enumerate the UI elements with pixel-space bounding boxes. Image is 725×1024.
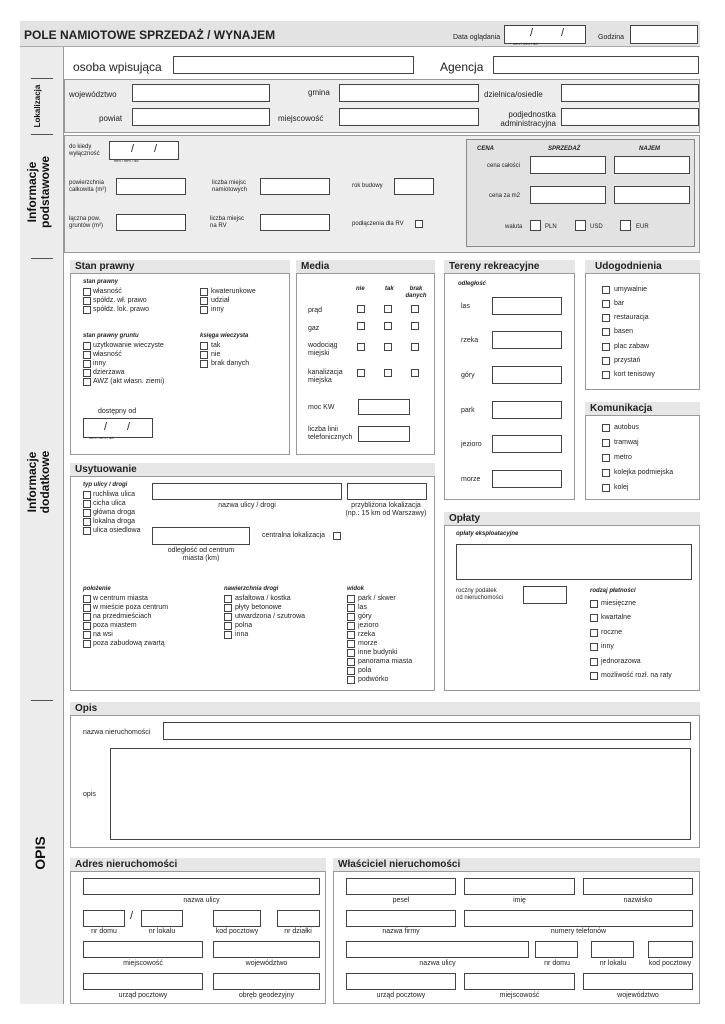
plat-checkbox[interactable] — [590, 614, 598, 622]
wl-miejscowosc-label: miejscowość — [499, 992, 540, 999]
wlasciciel-title: Właściciel nieruchomości — [333, 858, 700, 872]
nawierzchnia-label: nawierzchnia drogi — [224, 586, 279, 592]
kom-checkbox[interactable] — [602, 424, 610, 432]
wl-kod-label: kod pocztowy — [648, 960, 692, 967]
teren-label: jezioro — [461, 441, 482, 448]
stan-sub2: stan prawny gruntu — [83, 333, 139, 339]
powiat-field[interactable] — [132, 108, 270, 126]
roczny-label: roczny podatek od nieruchomości — [456, 588, 504, 601]
plat-item: kwartalne — [601, 614, 631, 621]
wl-nr-domu-label: nr domu — [544, 960, 570, 967]
plat-checkbox[interactable] — [590, 600, 598, 608]
oplaty-title: Opłaty — [444, 512, 700, 526]
naw-item: płyty betonowe — [235, 604, 282, 611]
eur-checkbox[interactable] — [620, 220, 631, 231]
udog-checkbox[interactable] — [602, 300, 610, 308]
wl-nr-lokalu-label: nr lokalu — [599, 960, 627, 967]
pol-checkbox[interactable] — [83, 613, 91, 621]
naw-item: polna — [235, 622, 253, 629]
naw-checkbox[interactable] — [224, 622, 232, 630]
udog-checkbox[interactable] — [602, 286, 610, 294]
spg-label: AWZ (akt własn. ziemi) — [93, 378, 165, 385]
gaz-brak[interactable] — [411, 322, 419, 330]
adres-ulica-field[interactable] — [83, 878, 320, 895]
podjednostka-label: podjednostka administracyjna — [500, 110, 556, 128]
podl-rv-label: podłączenia dla RV — [352, 221, 404, 227]
wid-item: panorama miasta — [358, 658, 413, 665]
wid-checkbox[interactable] — [347, 631, 355, 639]
wl-nr-domu-field[interactable] — [535, 941, 578, 958]
linie-field[interactable] — [358, 426, 410, 442]
stan-sub3: księga wieczysta — [200, 333, 249, 339]
naw-item: asfaltowa / kostka — [235, 595, 291, 602]
teren-field[interactable] — [492, 297, 562, 315]
wid-checkbox[interactable] — [347, 649, 355, 657]
wl-urzad-field[interactable] — [346, 973, 456, 990]
przyblizona-label: przybliżona lokalizacja (np.: 15 km od Warszawy) — [345, 502, 427, 517]
kw-checkbox[interactable] — [200, 342, 208, 350]
opis-title: Opis — [70, 702, 700, 716]
pesel-field[interactable] — [346, 878, 456, 895]
kom-label: tramwaj — [614, 439, 639, 446]
dostepny-sub: mm / mm / dd — [89, 435, 114, 440]
gaz-tak[interactable] — [384, 322, 392, 330]
pol-item: na przedmieściach — [93, 613, 152, 620]
kom-checkbox[interactable] — [602, 469, 610, 477]
imie-label: imię — [513, 897, 526, 904]
side-informacje-dodatkowe: Informacje dodatkowe — [25, 450, 52, 514]
liczba-rv-label: liczba miejsc na RV — [210, 216, 245, 229]
pol-checkbox[interactable] — [83, 640, 91, 648]
wl-wojewodztwo-field[interactable] — [583, 973, 693, 990]
cena-m2-najem[interactable] — [614, 186, 690, 204]
sp-label: udział — [211, 297, 230, 304]
usytuowanie-title: Usytuowanie — [70, 463, 435, 477]
typ-item: cicha ulica — [93, 500, 126, 507]
side-lokalizacja: Lokalizacja — [33, 84, 42, 128]
udog-checkbox[interactable] — [602, 314, 610, 322]
adres-dzialka-field[interactable] — [277, 910, 320, 927]
typ-label: typ ulicy / drogi — [83, 482, 128, 488]
spg-checkbox[interactable] — [83, 360, 91, 368]
wid-checkbox[interactable] — [347, 622, 355, 630]
cena-head: CENA — [477, 146, 495, 152]
dzielnica-field[interactable] — [561, 84, 699, 102]
cena-calosci-sprzedaz[interactable] — [530, 156, 606, 174]
spg-checkbox[interactable] — [83, 351, 91, 359]
pol-item: poza miastem — [93, 622, 137, 629]
sp-checkbox[interactable] — [83, 297, 91, 305]
cena-calosci-najem[interactable] — [614, 156, 690, 174]
wod-tak[interactable] — [384, 343, 392, 351]
osoba-field[interactable] — [173, 56, 414, 74]
naw-item: utwardzona / szutrowa — [235, 613, 306, 620]
kan-tak[interactable] — [384, 369, 392, 377]
kw-label: nie — [211, 351, 221, 358]
rok-budowy-label: rok budowy — [352, 183, 383, 189]
plat-item: inny — [601, 643, 614, 650]
udog-checkbox[interactable] — [602, 357, 610, 365]
linie-label: liczba linii telefonicznych — [308, 426, 353, 441]
wid-checkbox[interactable] — [347, 595, 355, 603]
wl-ulica-label: nazwa ulicy — [419, 960, 456, 967]
kan-label: kanalizacja miejska — [308, 369, 343, 384]
adres-title: Adres nieruchomości — [70, 858, 326, 872]
udog-label: przystań — [614, 357, 641, 364]
typ-checkbox[interactable] — [83, 500, 91, 508]
exclusivity-sub: mm / mm / dd — [114, 158, 139, 163]
dostepny-label: dostępny od — [98, 408, 137, 415]
wid-item: inne budynki — [358, 649, 398, 656]
imie-field[interactable] — [464, 878, 575, 895]
wid-checkbox[interactable] — [347, 658, 355, 666]
spg-checkbox[interactable] — [83, 378, 91, 386]
media-tak: tak — [385, 286, 394, 292]
adres-urzad-label: urząd pocztowy — [118, 992, 168, 999]
stan-sub1: stan prawny — [83, 279, 119, 285]
cena-m2-sprzedaz[interactable] — [530, 186, 606, 204]
plat-checkbox[interactable] — [590, 643, 598, 651]
cena-calosci-label: cena całości — [487, 163, 521, 169]
sp-checkbox[interactable] — [83, 306, 91, 314]
podl-rv-checkbox[interactable] — [415, 220, 423, 228]
adres-miejscowosc-label: miejscowość — [123, 960, 163, 967]
sp-checkbox[interactable] — [200, 306, 208, 314]
spg-checkbox[interactable] — [83, 369, 91, 377]
sp-label: kwaterunkowe — [211, 288, 256, 295]
wod-nie[interactable] — [357, 343, 365, 351]
wid-item: morze — [358, 640, 378, 647]
kw-label: tak — [211, 342, 221, 349]
wid-item: podwórko — [358, 676, 389, 683]
udog-label: kort tenisowy — [614, 371, 655, 378]
pol-checkbox[interactable] — [83, 604, 91, 612]
dzielnica-label: dzielnica/osiedle — [484, 90, 543, 99]
prad-nie[interactable] — [357, 305, 365, 313]
teren-field[interactable] — [492, 435, 562, 453]
naw-item: inna — [235, 631, 249, 638]
usd-label: USD — [590, 224, 603, 230]
wl-urzad-label: urząd pocztowy — [376, 992, 426, 999]
spg-label: inny — [93, 360, 106, 367]
typ-item: lokalna droga — [93, 518, 136, 525]
adres-kod-label: kod pocztowy — [215, 928, 259, 935]
media-title: Media — [296, 260, 435, 274]
pol-checkbox[interactable] — [83, 631, 91, 639]
typ-checkbox[interactable] — [83, 491, 91, 499]
naw-checkbox[interactable] — [224, 604, 232, 612]
lacz-pow-field[interactable] — [116, 214, 186, 231]
pol-item: w mieście poza centrum — [93, 604, 169, 611]
sp-label: spółdz. wł. prawo — [93, 297, 147, 304]
liczba-nam-field[interactable] — [260, 178, 330, 195]
teren-label: park — [461, 407, 475, 414]
osoba-label: osoba wpisująca — [73, 60, 162, 74]
wid-checkbox[interactable] — [347, 640, 355, 648]
komunikacja-title: Komunikacja — [585, 402, 700, 416]
opis-field[interactable] — [110, 748, 691, 840]
adres-ulica-label: nazwa ulicy — [183, 897, 220, 904]
typ-item: ruchliwa ulica — [93, 491, 136, 498]
pol-checkbox[interactable] — [83, 622, 91, 630]
nazwa-ulicy-field[interactable] — [152, 483, 342, 500]
kom-label: kolej — [614, 484, 629, 491]
telefony-field[interactable] — [464, 910, 693, 927]
adres-dzialka-label: nr działki — [284, 928, 312, 935]
udog-checkbox[interactable] — [602, 343, 610, 351]
spg-checkbox[interactable] — [83, 342, 91, 350]
plat-item: roczne — [601, 629, 623, 636]
media-nie: nie — [356, 286, 365, 292]
teren-field[interactable] — [492, 401, 562, 419]
firma-field[interactable] — [346, 910, 456, 927]
pow-calk-field[interactable] — [116, 178, 186, 195]
moc-label: moc KW — [308, 404, 335, 411]
ekspl-label: opłaty eksploatacyjne — [456, 531, 519, 537]
kom-label: metro — [614, 454, 632, 461]
adres-urzad-field[interactable] — [83, 973, 203, 990]
pesel-label: pesel — [392, 897, 410, 904]
pol-item: na wsi — [93, 631, 113, 638]
kom-checkbox[interactable] — [602, 484, 610, 492]
wojewodztwo-label: województwo — [69, 90, 117, 99]
plat-item: jednorazowa — [601, 658, 641, 665]
kan-brak[interactable] — [411, 369, 419, 377]
adres-obreb-field[interactable] — [213, 973, 320, 990]
roczny-field[interactable] — [523, 586, 567, 604]
typ-checkbox[interactable] — [83, 509, 91, 517]
pln-checkbox[interactable] — [530, 220, 541, 231]
udog-label: umywalnie — [614, 286, 648, 293]
date-viewed-label: Data oglądania — [453, 34, 501, 41]
kw-checkbox[interactable] — [200, 360, 208, 368]
exclusivity-label: do kiedy wyłączność — [69, 144, 100, 157]
nazwa-nieruchomosci-field[interactable] — [163, 722, 691, 740]
udog-label: basen — [614, 328, 634, 335]
podjednostka-field[interactable] — [561, 108, 699, 126]
sp-checkbox[interactable] — [83, 288, 91, 296]
kom-checkbox[interactable] — [602, 439, 610, 447]
kom-label: autobus — [614, 424, 639, 431]
adres-wojewodztwo-label: województwo — [245, 960, 288, 967]
odleglosc-centrum-field[interactable] — [152, 527, 250, 545]
typ-checkbox[interactable] — [83, 518, 91, 526]
spg-label: dzierżawa — [93, 369, 125, 376]
time-label: Godzina — [598, 34, 625, 41]
adres-wojewodztwo-field[interactable] — [213, 941, 320, 958]
udog-label: bar — [614, 300, 625, 307]
eur-label: EUR — [636, 224, 649, 230]
najem-head: NAJEM — [639, 146, 661, 152]
opis-label: opis — [83, 791, 96, 798]
odleglosc-label: odległość — [458, 281, 487, 287]
prad-label: prąd — [308, 307, 323, 314]
nazwa-nieruchomosci-label: nazwa nieruchomości — [83, 729, 151, 736]
sp-label: spółdz. lok. prawo — [93, 306, 150, 313]
agencja-field[interactable] — [493, 56, 699, 74]
agencja-label: Agencja — [440, 60, 484, 74]
przyblizona-field[interactable] — [347, 483, 427, 500]
centralna-checkbox[interactable] — [333, 532, 341, 540]
typ-checkbox[interactable] — [83, 527, 91, 535]
side-informacje-podstawowe: Informacje podstawowe — [25, 156, 52, 229]
wid-checkbox[interactable] — [347, 613, 355, 621]
adres-nr-lokalu-label: nr lokalu — [148, 928, 176, 935]
wid-checkbox[interactable] — [347, 667, 355, 675]
gaz-label: gaz — [308, 325, 320, 332]
sp-checkbox[interactable] — [200, 297, 208, 305]
rodzaj-label: rodzaj płatności — [590, 588, 636, 594]
teren-field[interactable] — [492, 331, 562, 349]
typ-item: główna droga — [93, 509, 136, 516]
typ-item: ulica osiedlowa — [93, 527, 141, 534]
adres-nr-domu-label: nr domu — [91, 928, 117, 935]
tereny-title: Tereny rekreacyjne — [444, 260, 575, 274]
teren-label: góry — [461, 372, 475, 379]
miejscowosc-label: miejscowość — [278, 114, 324, 123]
kw-checkbox[interactable] — [200, 351, 208, 359]
adres-kod-field[interactable] — [213, 910, 261, 927]
gmina-label: gmina — [308, 88, 330, 97]
side-opis: OPIS — [32, 836, 48, 870]
wid-item: pola — [358, 667, 372, 674]
stan-prawny-title: Stan prawny — [70, 260, 290, 274]
udog-label: plac zabaw — [614, 343, 650, 350]
plat-checkbox[interactable] — [590, 629, 598, 637]
pln-label: PLN — [545, 224, 557, 230]
liczba-rv-field[interactable] — [260, 214, 330, 231]
spg-label: użytkowanie wieczyste — [93, 342, 164, 349]
gmina-field[interactable] — [339, 84, 479, 102]
lacz-pow-label: łączna pow. gruntów (m²) — [69, 216, 104, 229]
wl-miejscowosc-field[interactable] — [464, 973, 575, 990]
sprzedaz-head: SPRZEDAŻ — [548, 146, 581, 152]
date-viewed-sub: mm / mm / dd — [513, 41, 538, 46]
sp-checkbox[interactable] — [200, 288, 208, 296]
wid-checkbox[interactable] — [347, 604, 355, 612]
nazwisko-label: nazwisko — [623, 897, 653, 904]
plat-item: miesięczne — [601, 600, 637, 607]
udog-checkbox[interactable] — [602, 328, 610, 336]
usd-checkbox[interactable] — [575, 220, 586, 231]
adres-nr-lokalu-field[interactable] — [141, 910, 183, 927]
teren-field[interactable] — [492, 470, 562, 488]
prad-tak[interactable] — [384, 305, 392, 313]
sp-label: inny — [211, 306, 224, 313]
kom-checkbox[interactable] — [602, 454, 610, 462]
wl-ulica-field[interactable] — [346, 941, 529, 958]
liczba-nam-label: liczba miejsc namiotowych — [212, 180, 248, 193]
adres-miejscowosc-field[interactable] — [83, 941, 203, 958]
wl-nr-lokalu-field[interactable] — [591, 941, 634, 958]
nazwa-ulicy-label: nazwa ulicy / drogi — [218, 502, 276, 509]
udog-label: restauracja — [614, 314, 649, 321]
naw-checkbox[interactable] — [224, 631, 232, 639]
ekspl-field[interactable] — [456, 544, 692, 580]
pol-checkbox[interactable] — [83, 595, 91, 603]
adres-nr-domu-field[interactable] — [83, 910, 125, 927]
sp-label: własność — [93, 288, 122, 295]
prad-brak[interactable] — [411, 305, 419, 313]
moc-field[interactable] — [358, 399, 410, 415]
odleglosc-centrum-label: odległość od centrum miasta (km) — [167, 547, 235, 562]
waluta-label: waluta — [505, 224, 523, 230]
kom-label: kolejka podmiejska — [614, 469, 674, 476]
wid-item: las — [358, 604, 367, 611]
wid-checkbox[interactable] — [347, 676, 355, 684]
form-title: POLE NAMIOTOWE SPRZEDAŻ / WYNAJEM — [24, 28, 276, 42]
gaz-nie[interactable] — [357, 322, 365, 330]
wojewodztwo-field[interactable] — [132, 84, 270, 102]
pow-calk-label: powierzchnia całkowita (m²) — [69, 180, 107, 193]
powiat-label: powiat — [99, 114, 123, 123]
plat-item: możliwość rozł. na raty — [601, 672, 672, 679]
udogodnienia-title: Udogodnienia — [585, 260, 700, 274]
wl-wojewodztwo-label: województwo — [617, 992, 659, 999]
widok-label: widok — [347, 586, 365, 592]
naw-checkbox[interactable] — [224, 595, 232, 603]
spg-label: własność — [93, 351, 122, 358]
udog-checkbox[interactable] — [602, 371, 610, 379]
media-brak: brak danych — [405, 286, 427, 299]
teren-label: morze — [461, 476, 481, 483]
wid-item: park / skwer — [358, 595, 396, 602]
polozenie-label: położenie — [83, 586, 111, 592]
firma-label: nazwa firmy — [382, 928, 420, 935]
rok-budowy-field[interactable] — [394, 178, 434, 195]
teren-label: rzeka — [461, 337, 479, 344]
telefony-label: numery telefonów — [550, 928, 607, 935]
plat-checkbox[interactable] — [590, 658, 598, 666]
plat-checkbox[interactable] — [590, 672, 598, 680]
wid-item: góry — [358, 613, 372, 620]
cena-m2-label: cena za m2 — [489, 193, 521, 199]
teren-label: las — [461, 303, 470, 310]
wid-item: rzeka — [358, 631, 376, 638]
wid-item: jezioro — [358, 622, 379, 629]
teren-field[interactable] — [492, 366, 562, 384]
centralna-label: centralna lokalizacja — [262, 532, 326, 539]
wod-brak[interactable] — [411, 343, 419, 351]
pol-item: poza zabudową zwartą — [93, 640, 165, 647]
adres-obreb-label: obręb geodezyjny — [238, 992, 295, 999]
wod-label: wodociąg miejski — [308, 342, 338, 357]
naw-checkbox[interactable] — [224, 613, 232, 621]
kw-label: brak danych — [211, 360, 250, 367]
nazwisko-field[interactable] — [583, 878, 693, 895]
time-field[interactable] — [630, 25, 698, 44]
kan-nie[interactable] — [357, 369, 365, 377]
pol-item: w centrum miasta — [93, 595, 148, 602]
wl-kod-field[interactable] — [648, 941, 693, 958]
miejscowosc-field[interactable] — [339, 108, 479, 126]
